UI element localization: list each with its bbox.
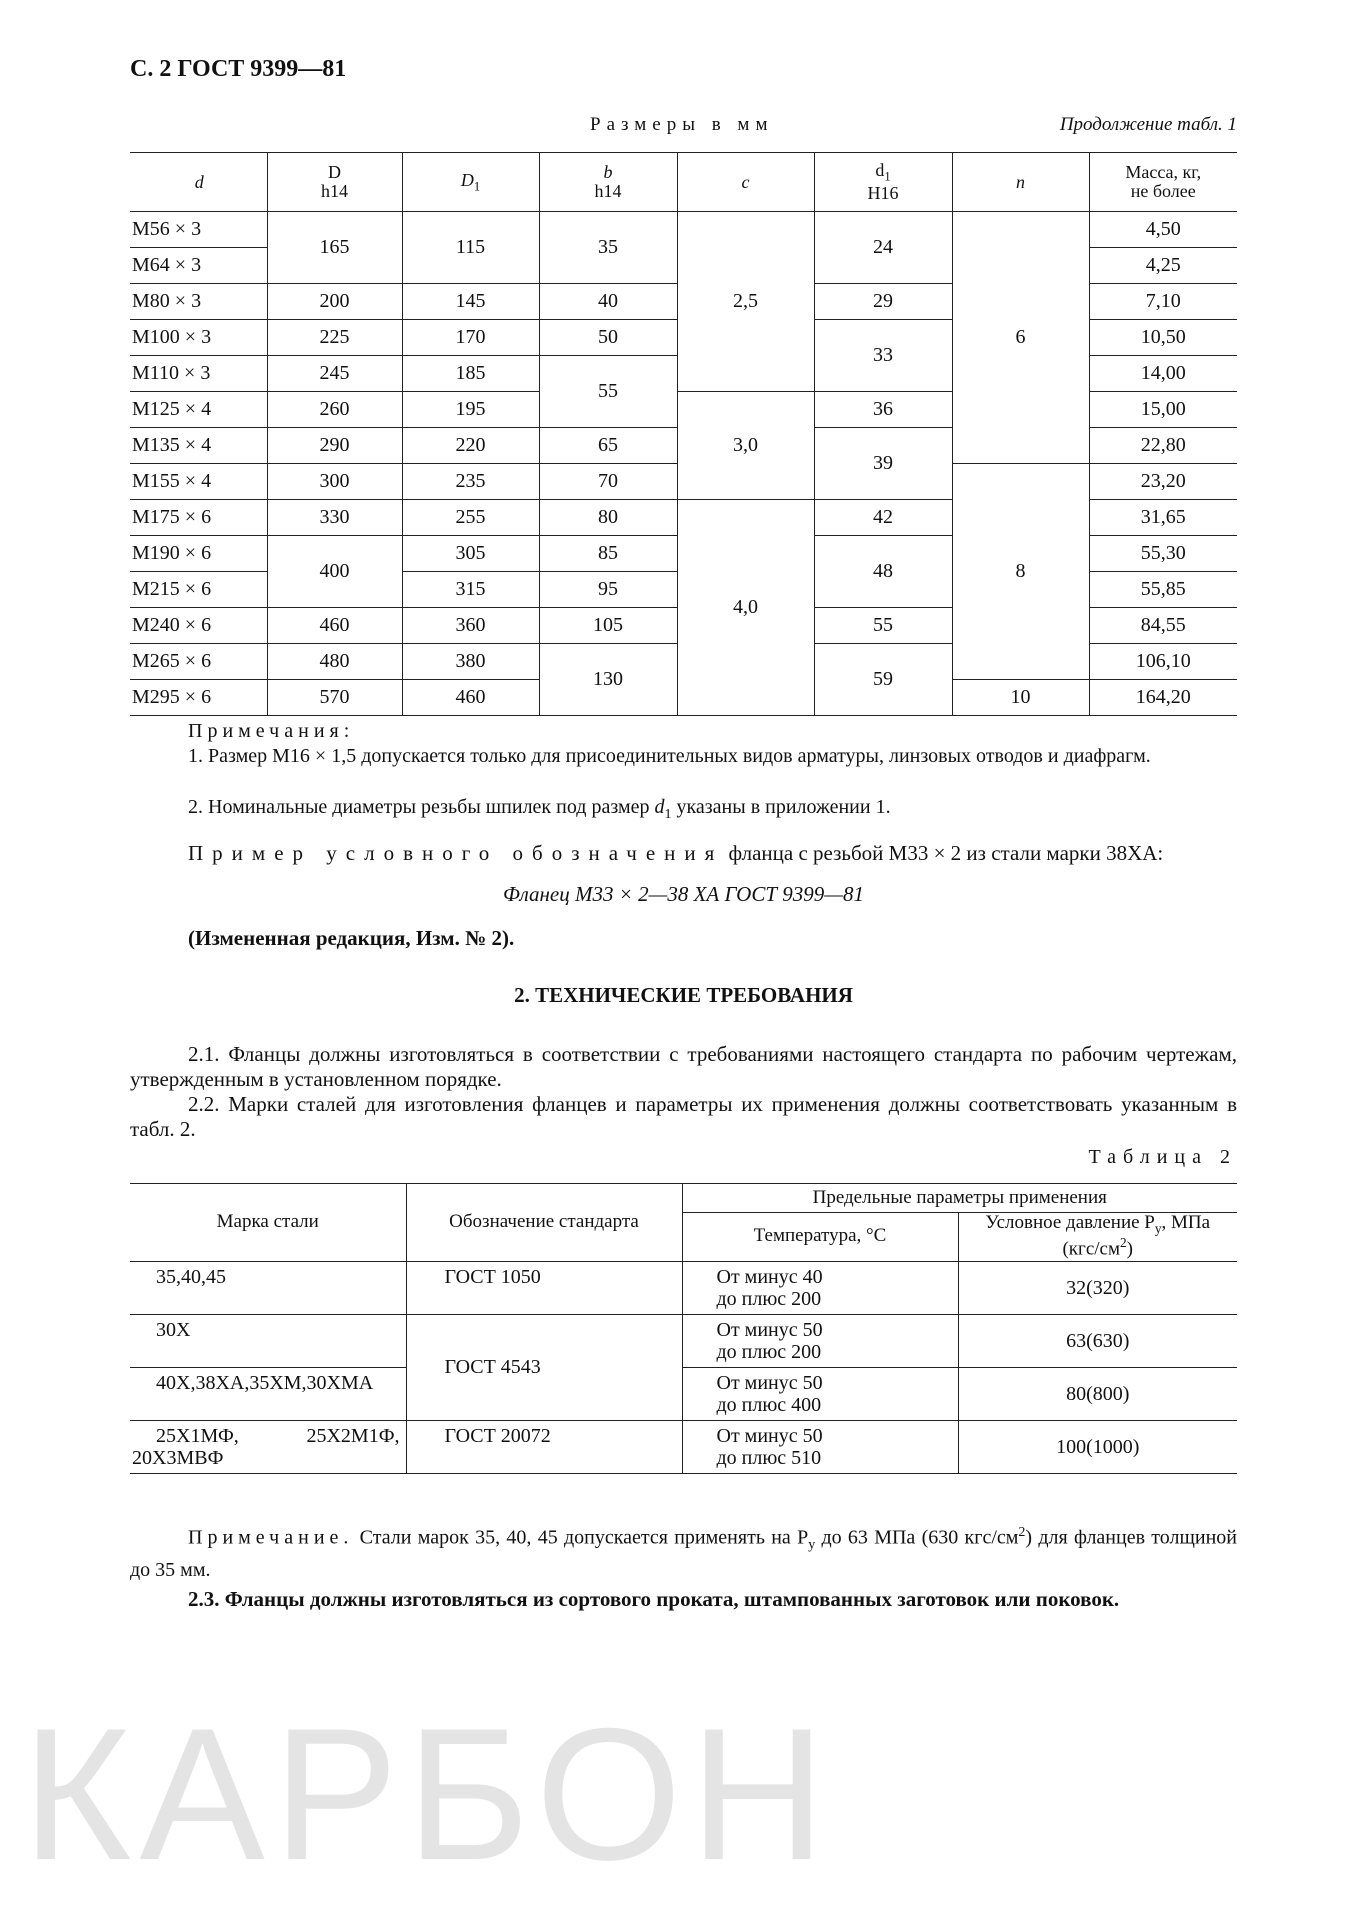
col-temperature: Температура, °С	[682, 1213, 958, 1262]
cell-d1: 33	[814, 320, 952, 392]
table-row	[130, 1261, 1237, 1314]
cell-D: 330	[267, 500, 402, 536]
cell-grade: 40Х,38ХА,35ХМ,30ХМА	[130, 1367, 406, 1420]
cell-D: 300	[267, 464, 402, 500]
table-header-row	[130, 1184, 1237, 1213]
cell-c: 2,5	[677, 212, 814, 392]
cell-d1: 29	[814, 284, 952, 320]
col-grade: Марка стали	[130, 1184, 406, 1262]
cell-n: 6	[952, 212, 1089, 464]
col-D: D h14	[267, 153, 402, 212]
paragraph-2-1: 2.1. Фланцы должны изготовляться в соответствии с требованиями настоящего стандарта по рабочим чертежам, утвержденным в установленном порядке.	[130, 1042, 1237, 1091]
cell-c: 4,0	[677, 500, 814, 716]
cell-standard: ГОСТ 1050	[406, 1261, 682, 1314]
col-d1: $d_1$ H16	[814, 153, 952, 212]
cell-mass: 15,00	[1089, 392, 1237, 428]
table2-note: Примечание. Стали марок 35, 40, 45 допускается применять на $P_у$ до 63 МПа (630 кгс/$см^2$) для фланцев толщиной до 35 мм.	[130, 1525, 1238, 1581]
cell-D: 480	[267, 644, 402, 680]
cell-d: M240 × 6	[130, 608, 267, 644]
col-d: d	[130, 153, 267, 212]
cell-pressure: 80(800)	[958, 1367, 1237, 1420]
cell-mass: 106,10	[1089, 644, 1237, 680]
cell-D: 225	[267, 320, 402, 356]
cell-D: 460	[267, 608, 402, 644]
note-1: 1. Размер M16 × 1,5 допускается только для присоединительных видов арматуры, линзовых отводов и диафрагм.	[188, 745, 1151, 767]
notes-title: Примечания:	[188, 720, 355, 742]
cell-pressure: 32(320)	[958, 1261, 1237, 1314]
col-b: b h14	[539, 153, 677, 212]
cell-d: M215 × 6	[130, 572, 267, 608]
cell-d1: 59	[814, 644, 952, 716]
cell-b: 105	[539, 608, 677, 644]
table-continuation-label: Продолжение табл. 1	[1059, 114, 1237, 135]
cell-mass: 22,80	[1089, 428, 1237, 464]
cell-b: 40	[539, 284, 677, 320]
cell-D: 570	[267, 680, 402, 716]
cell-b: 70	[539, 464, 677, 500]
cell-d: M265 × 6	[130, 644, 267, 680]
cell-mass: 55,85	[1089, 572, 1237, 608]
table-header-row	[130, 153, 1237, 212]
table-row	[130, 212, 1237, 248]
table-row	[130, 1367, 1237, 1420]
cell-d1: 55	[814, 608, 952, 644]
amendment-note: (Измененная редакция, Изм. № 2).	[188, 926, 515, 950]
cell-standard: ГОСТ 20072	[406, 1420, 682, 1473]
cell-D1: 115	[402, 212, 539, 284]
cell-temperature: От минус 50 до плюс 200	[682, 1314, 958, 1367]
cell-d1: 24	[814, 212, 952, 284]
section-title: 2. ТЕХНИЧЕСКИЕ ТРЕБОВАНИЯ	[514, 983, 853, 1007]
cell-mass: 14,00	[1089, 356, 1237, 392]
cell-D1: 220	[402, 428, 539, 464]
flange-dimensions-table	[130, 152, 1237, 716]
designation-example: Пример условного обозначения фланца с резьбой М33 × 2 из стали марки 38ХА:	[188, 841, 1164, 865]
cell-D1: 170	[402, 320, 539, 356]
steel-grades-table	[130, 1183, 1237, 1474]
cell-d1: 48	[814, 536, 952, 608]
cell-b: 85	[539, 536, 677, 572]
page-header: С. 2 ГОСТ 9399—81	[130, 56, 347, 82]
cell-c: 3,0	[677, 392, 814, 500]
cell-d: M100 × 3	[130, 320, 267, 356]
cell-d: M80 × 3	[130, 284, 267, 320]
cell-b: 95	[539, 572, 677, 608]
cell-grade: 30Х	[130, 1314, 406, 1367]
cell-pressure: 100(1000)	[958, 1420, 1237, 1473]
cell-mass: 23,20	[1089, 464, 1237, 500]
cell-b: 55	[539, 356, 677, 428]
cell-D1: 360	[402, 608, 539, 644]
cell-D: 400	[267, 536, 402, 608]
cell-d: M64 × 3	[130, 248, 267, 284]
cell-pressure: 63(630)	[958, 1314, 1237, 1367]
cell-grade: 35,40,45	[130, 1261, 406, 1314]
col-n: n	[952, 153, 1089, 212]
cell-D: 245	[267, 356, 402, 392]
cell-D1: 305	[402, 536, 539, 572]
col-mass: Масса, кг, не более	[1089, 153, 1237, 212]
cell-D: 200	[267, 284, 402, 320]
cell-mass: 4,25	[1089, 248, 1237, 284]
cell-standard: ГОСТ 4543	[406, 1314, 682, 1420]
paragraph-2-3: 2.3. Фланцы должны изготовляться из сортового проката, штампованных заготовок или поковок.	[188, 1587, 1120, 1611]
cell-D1: 380	[402, 644, 539, 680]
col-limits: Предельные параметры применения	[682, 1184, 1237, 1213]
cell-D: 290	[267, 428, 402, 464]
cell-D: 260	[267, 392, 402, 428]
watermark: КАРБОН	[22, 1689, 834, 1899]
col-pressure: Условное давление $P_у$, МПа $(кгс/см^2)$	[958, 1213, 1237, 1262]
cell-mass: 7,10	[1089, 284, 1237, 320]
cell-b: 130	[539, 644, 677, 716]
cell-mass: 4,50	[1089, 212, 1237, 248]
cell-mass: 84,55	[1089, 608, 1237, 644]
cell-d1: 36	[814, 392, 952, 428]
cell-D1: 315	[402, 572, 539, 608]
cell-mass: 31,65	[1089, 500, 1237, 536]
cell-n: 8	[952, 464, 1089, 680]
cell-temperature: От минус 40 до плюс 200	[682, 1261, 958, 1314]
cell-D1: 255	[402, 500, 539, 536]
cell-D1: 145	[402, 284, 539, 320]
cell-d: M110 × 3	[130, 356, 267, 392]
cell-D1: 185	[402, 356, 539, 392]
cell-D: 165	[267, 212, 402, 284]
cell-b: 65	[539, 428, 677, 464]
designation-example-value: Фланец М33 × 2—38 ХА ГОСТ 9399—81	[503, 882, 864, 906]
cell-d: M190 × 6	[130, 536, 267, 572]
cell-mass: 10,50	[1089, 320, 1237, 356]
cell-d: M155 × 4	[130, 464, 267, 500]
cell-D1: 460	[402, 680, 539, 716]
col-D1: $D_1$	[402, 153, 539, 212]
col-standard: Обозначение стандарта	[406, 1184, 682, 1262]
cell-n: 10	[952, 680, 1089, 716]
cell-d: M125 × 4	[130, 392, 267, 428]
cell-mass: 55,30	[1089, 536, 1237, 572]
table2-caption: Таблица 2	[1088, 1146, 1237, 1168]
cell-b: 35	[539, 212, 677, 284]
note-2: 2. Номинальные диаметры резьбы шпилек под размер $d_1$ указаны в приложении 1.	[188, 796, 891, 822]
cell-d: M56 × 3	[130, 212, 267, 248]
cell-d: M135 × 4	[130, 428, 267, 464]
cell-d1: 42	[814, 500, 952, 536]
cell-mass: 164,20	[1089, 680, 1237, 716]
cell-b: 80	[539, 500, 677, 536]
cell-temperature: От минус 50 до плюс 400	[682, 1367, 958, 1420]
units-caption: Размеры в мм	[590, 114, 774, 135]
cell-d: M175 × 6	[130, 500, 267, 536]
cell-grade: 25Х1МФ, 25Х2М1Ф, 20Х3МВФ	[130, 1420, 406, 1473]
table-row	[130, 1314, 1237, 1367]
cell-b: 50	[539, 320, 677, 356]
cell-d1: 39	[814, 428, 952, 500]
cell-d: M295 × 6	[130, 680, 267, 716]
table-row	[130, 1420, 1237, 1473]
cell-temperature: От минус 50 до плюс 510	[682, 1420, 958, 1473]
col-c: c	[677, 153, 814, 212]
cell-D1: 195	[402, 392, 539, 428]
cell-D1: 235	[402, 464, 539, 500]
paragraph-2-2: 2.2. Марки сталей для изготовления фланцев и параметры их применения должны соответствовать указанным в табл. 2.	[130, 1092, 1237, 1141]
